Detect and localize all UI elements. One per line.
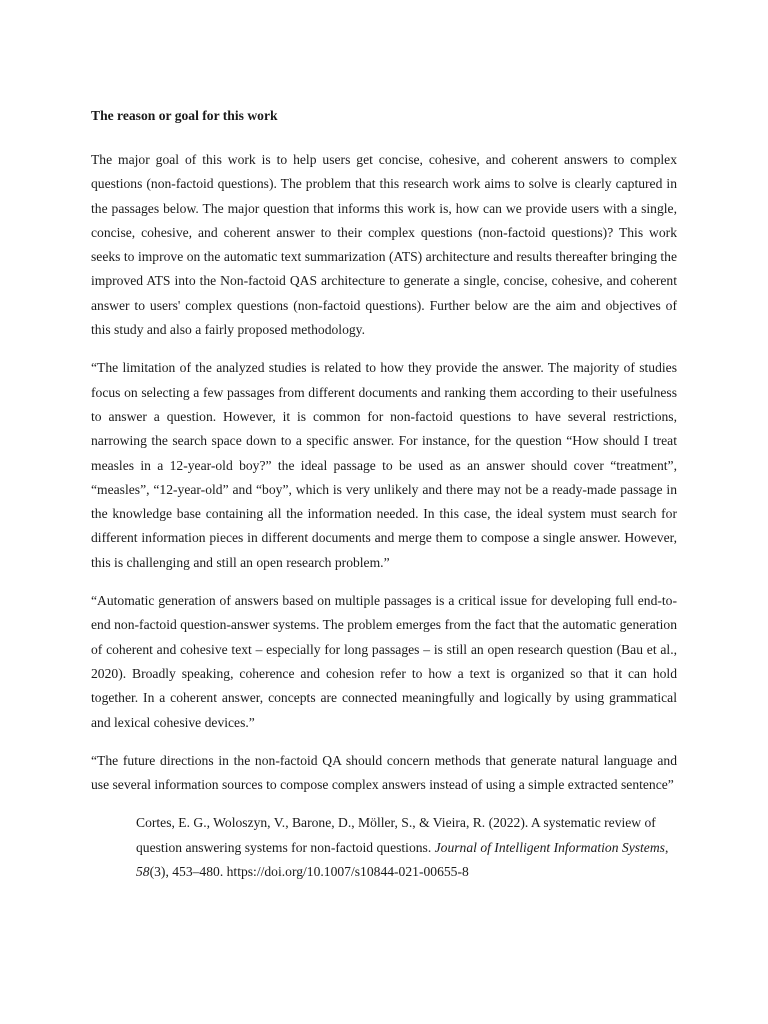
reference-citation [136, 811, 677, 884]
quote-future-directions: “The future directions in the non-factoid QA should concern methods that generate natural language and use several information sources to compose complex answers instead of using a simple extracted sentence” [91, 752, 677, 793]
quote-limitation: “The limitation of the analyzed studies is related to how they provide the answer. The majority of studies focus on selecting a few passages from different documents and ranking them according to their usefulness to answer a question. However, it is common for non-factoid questions to have several restrictions, narrowing the search space down to a specific answer. For instance, for the question “How should I treat measles in a 12-year-old boy?” the ideal passage to be used as an answer should cover “treatment”, “measles”, “12-year-old” and “boy”, which is very unlikely and there may not be a ready-made passage in the knowledge base containing all the information needed. In this case, the ideal system must search for different information pieces in different documents and merge them to compose a single answer. However, this is challenging and still an open research problem.” [91, 360, 677, 570]
section-heading: The reason or goal for this work [91, 108, 278, 123]
reference-journal: Journal of Intelligent Information Systems [434, 839, 665, 855]
reference-volume: 58 [136, 864, 150, 880]
paragraph-goal: The major goal of this work is to help users get concise, cohesive, and coherent answers to complex questions (non-factoid questions). The problem that this research work aims to solve is clearly captured in the passages below. The major question that informs this work is, how can we provide users with a single, concise, cohesive, and coherent answer to their complex questions (non-factoid questions)? This work seeks to improve on the automatic text summarization (ATS) architecture and results thereafter bringing the improved ATS into the Non-factoid QAS architecture to generate a single, concise, cohesive, and coherent answer to users' complex questions (non-factoid questions). Further below are the aim and objectives of this study and also a fairly proposed methodology. [91, 152, 677, 338]
document-page [91, 104, 677, 884]
reference-sep: , [664, 839, 669, 855]
quote-automatic-generation: “Automatic generation of answers based on multiple passages is a critical issue for developing full end-to-end non-factoid question-answer systems. The problem emerges from the fact that the automatic generation of coherent and cohesive text – especially for long passages – is still an open research question (Bau et al., 2020). Broadly speaking, coherence and cohesion refer to how a text is organized so that it can hold together. In a coherent answer, concepts are connected meaningfully and logically by using grammatical and lexical cohesive devices.” [91, 593, 677, 730]
reference-authors: Cortes, E. G., Woloszyn, V., Barone, D., Möller, S., & Vieira, R. (2022). A systematic review of question answering systems for non-factoid questions. [136, 815, 656, 855]
reference-rest: (3), 453–480. https://doi.org/10.1007/s10844-021-00655-8 [149, 864, 469, 880]
